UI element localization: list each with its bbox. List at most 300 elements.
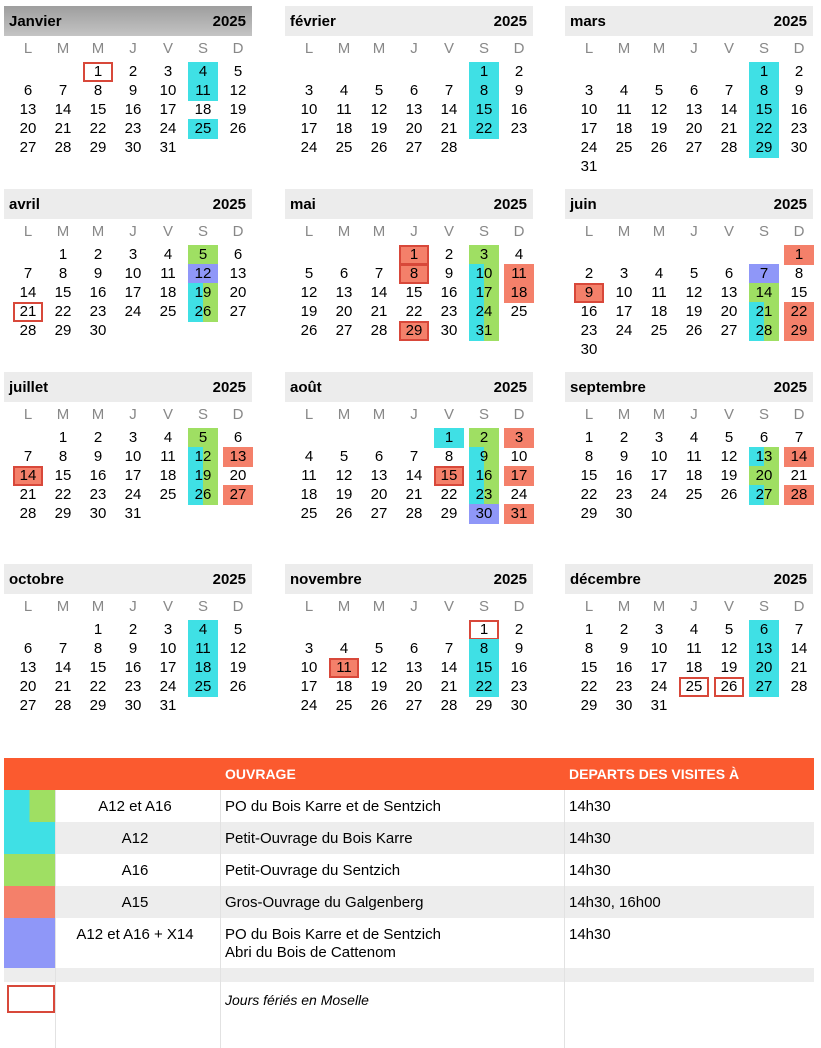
calendar-day: 18 xyxy=(159,467,177,484)
calendar-day: 27 xyxy=(223,485,253,505)
calendar-day: 31 xyxy=(504,504,534,524)
calendar-day: 17 xyxy=(615,303,633,320)
calendar-day: 1 xyxy=(83,62,113,82)
calendar-day: 15 xyxy=(580,659,598,676)
month-year: 2025 xyxy=(773,13,807,30)
weekday-label: M xyxy=(56,40,70,57)
weekday-label: M xyxy=(617,40,631,57)
calendar-day: 9 xyxy=(93,448,103,465)
legend-code: A12 et A16 + X14 xyxy=(76,926,194,943)
calendar-day: 4 xyxy=(339,82,349,99)
weekday-label: M xyxy=(617,406,631,423)
calendar-day: 10 xyxy=(159,82,177,99)
weekday-label: L xyxy=(584,223,594,240)
weekday-label: V xyxy=(443,406,454,423)
calendar-day: 24 xyxy=(469,302,499,322)
weekday-label: M xyxy=(617,598,631,615)
calendar-day: 13 xyxy=(19,101,37,118)
weekday-label: M xyxy=(91,40,105,57)
month-year: 2025 xyxy=(773,196,807,213)
calendar-day: 18 xyxy=(188,658,218,678)
legend-swatch-a15 xyxy=(4,886,55,918)
calendar-day: 30 xyxy=(124,697,142,714)
calendar-day: 13 xyxy=(229,265,247,282)
legend-header xyxy=(4,758,814,790)
weekday-label: J xyxy=(690,223,698,240)
calendar-day: 21 xyxy=(749,302,779,322)
legend-row-x14 xyxy=(4,918,814,969)
calendar-day: 11 xyxy=(686,448,702,465)
calendar-day: 1 xyxy=(434,428,464,448)
calendar-day: 3 xyxy=(584,82,594,99)
calendar-day: 19 xyxy=(370,678,388,695)
calendar-day: 1 xyxy=(469,620,499,640)
weekday-label: S xyxy=(758,223,769,240)
calendar-day: 8 xyxy=(749,81,779,101)
calendar-day: 23 xyxy=(615,678,633,695)
calendar-day: 10 xyxy=(124,448,142,465)
calendar-day: 4 xyxy=(188,62,218,82)
weekday-label: L xyxy=(584,598,594,615)
calendar-day: 14 xyxy=(370,284,388,301)
legend-row-a16 xyxy=(4,854,814,887)
calendar-day: 6 xyxy=(374,448,384,465)
calendar-day: 20 xyxy=(685,120,703,137)
calendar-day: 12 xyxy=(300,284,318,301)
calendar-day: 17 xyxy=(159,101,177,118)
calendar-day: 23 xyxy=(89,303,107,320)
calendar-day: 18 xyxy=(159,284,177,301)
calendar-day: 2 xyxy=(794,63,804,80)
weekday-label: M xyxy=(372,40,386,57)
legend-divider xyxy=(220,790,221,1048)
calendar-day: 20 xyxy=(19,120,37,137)
calendar-day: 14 xyxy=(749,283,779,303)
weekday-label: D xyxy=(513,406,525,423)
calendar-day: 31 xyxy=(159,139,177,156)
calendar-day: 24 xyxy=(300,139,318,156)
calendar-day: 29 xyxy=(784,321,814,341)
calendar-day: 30 xyxy=(615,505,633,522)
legend-header-departs: DEPARTS DES VISITES À xyxy=(569,766,740,782)
calendar-day: 21 xyxy=(19,486,37,503)
calendar-day: 3 xyxy=(654,429,664,446)
weekday-label: M xyxy=(652,598,666,615)
calendar-day: 30 xyxy=(124,139,142,156)
calendar-day: 25 xyxy=(159,486,177,503)
calendar-day: 12 xyxy=(720,448,738,465)
calendar-day: 16 xyxy=(615,659,633,676)
calendar-day: 22 xyxy=(469,677,499,697)
calendar-day: 20 xyxy=(749,658,779,678)
calendar-day: 15 xyxy=(790,284,808,301)
calendar-day: 23 xyxy=(510,678,528,695)
month-février xyxy=(285,6,533,166)
calendar-day: 25 xyxy=(188,119,218,139)
calendar-day: 9 xyxy=(444,265,454,282)
calendar-day: 9 xyxy=(619,640,629,657)
calendar-day: 23 xyxy=(580,322,598,339)
weekday-label: S xyxy=(758,598,769,615)
month-mars xyxy=(565,6,813,175)
calendar-day: 7 xyxy=(23,448,33,465)
calendar-day: 5 xyxy=(233,63,243,80)
calendar-day: 11 xyxy=(651,284,667,301)
calendar-day: 25 xyxy=(685,486,703,503)
calendar-day: 6 xyxy=(724,265,734,282)
weekday-label: D xyxy=(793,598,805,615)
calendar-day: 24 xyxy=(650,486,668,503)
calendar-day: 31 xyxy=(580,158,598,175)
weekday-label: V xyxy=(723,223,734,240)
calendar-day: 4 xyxy=(304,448,314,465)
month-year: 2025 xyxy=(212,13,246,30)
legend-row-holidays xyxy=(4,982,814,1017)
calendar-day: 3 xyxy=(128,246,138,263)
calendar-day: 2 xyxy=(584,265,594,282)
legend-depart: 14h30 xyxy=(569,926,611,943)
legend-code: A12 xyxy=(121,830,149,847)
weekday-label: J xyxy=(410,223,418,240)
legend-ouvrage: PO du Bois Karre et de Sentzich xyxy=(225,798,441,815)
month-header xyxy=(565,372,813,402)
month-header xyxy=(565,189,813,219)
calendar-day: 27 xyxy=(19,697,37,714)
calendar-day: 27 xyxy=(19,139,37,156)
month-header xyxy=(285,564,533,594)
calendar-day: 4 xyxy=(514,246,524,263)
calendar-day: 8 xyxy=(58,265,68,282)
calendar-day: 2 xyxy=(619,621,629,638)
month-year: 2025 xyxy=(212,379,246,396)
calendar-day: 30 xyxy=(510,697,528,714)
weekday-label: M xyxy=(652,406,666,423)
weekday-label: S xyxy=(758,40,769,57)
calendar-day: 11 xyxy=(160,265,176,282)
calendar-day: 16 xyxy=(124,101,142,118)
calendar-day: 30 xyxy=(440,322,458,339)
calendar-day: 10 xyxy=(300,659,318,676)
calendar-day: 13 xyxy=(749,639,779,659)
weekday-label: L xyxy=(584,40,594,57)
legend-ouvrage: Gros-Ouvrage du Galgenberg xyxy=(225,894,424,911)
legend-code: A12 et A16 xyxy=(98,798,172,815)
calendar-day: 3 xyxy=(163,63,173,80)
calendar-day: 17 xyxy=(580,120,598,137)
weekday-label: D xyxy=(232,406,244,423)
calendar-day: 1 xyxy=(584,429,594,446)
calendar-day: 9 xyxy=(128,82,138,99)
legend-row-a15 xyxy=(4,886,814,919)
calendar-day: 31 xyxy=(650,697,668,714)
calendar-day: 12 xyxy=(370,101,388,118)
calendar-day: 6 xyxy=(409,640,419,657)
calendar-day: 2 xyxy=(93,429,103,446)
calendar-day: 15 xyxy=(469,100,499,120)
calendar-day: 10 xyxy=(469,264,499,284)
legend-depart: 14h30 xyxy=(569,830,611,847)
month-juillet xyxy=(4,372,252,532)
legend-depart: 14h30 xyxy=(569,798,611,815)
calendar-day: 7 xyxy=(409,448,419,465)
calendar-day: 28 xyxy=(440,139,458,156)
calendar-day: 13 xyxy=(223,447,253,467)
month-name: décembre xyxy=(570,571,641,588)
weekday-label: M xyxy=(56,406,70,423)
calendar-day: 12 xyxy=(188,447,218,467)
weekday-label: S xyxy=(478,223,489,240)
calendar-day: 16 xyxy=(124,659,142,676)
calendar-day: 3 xyxy=(469,245,499,265)
month-name: juillet xyxy=(9,379,49,396)
calendar-day: 28 xyxy=(784,485,814,505)
calendar-day: 27 xyxy=(335,322,353,339)
calendar-day: 28 xyxy=(54,697,72,714)
calendar-day: 16 xyxy=(510,659,528,676)
calendar-day: 14 xyxy=(19,284,37,301)
month-header xyxy=(4,564,252,594)
calendar-day: 16 xyxy=(469,466,499,486)
legend-swatch-x14 xyxy=(4,918,55,968)
calendar-day: 26 xyxy=(720,486,738,503)
calendar-day: 1 xyxy=(469,62,499,82)
calendar-day: 20 xyxy=(720,303,738,320)
calendar-day: 7 xyxy=(58,82,68,99)
weekday-label: L xyxy=(23,406,33,423)
calendar-day: 13 xyxy=(335,284,353,301)
calendar-day: 3 xyxy=(163,621,173,638)
calendar-day: 7 xyxy=(749,264,779,284)
calendar-day: 21 xyxy=(720,120,738,137)
calendar-day: 30 xyxy=(580,341,598,358)
weekday-label: J xyxy=(410,40,418,57)
calendar-day: 6 xyxy=(409,82,419,99)
calendar-day: 23 xyxy=(440,303,458,320)
calendar-day: 13 xyxy=(720,284,738,301)
calendar-day: 3 xyxy=(504,428,534,448)
legend-depart: 14h30, 16h00 xyxy=(569,894,661,911)
calendar-day: 19 xyxy=(335,486,353,503)
calendar-day: 5 xyxy=(339,448,349,465)
weekday-label: J xyxy=(129,223,137,240)
calendar-day: 22 xyxy=(405,303,423,320)
weekday-label: M xyxy=(337,598,351,615)
legend-depart: 14h30 xyxy=(569,862,611,879)
weekday-label: M xyxy=(372,406,386,423)
calendar-day: 17 xyxy=(124,467,142,484)
calendar-day: 5 xyxy=(654,82,664,99)
calendar-day: 28 xyxy=(749,321,779,341)
calendar-day: 17 xyxy=(159,659,177,676)
calendar-day: 18 xyxy=(335,120,353,137)
calendar-day: 14 xyxy=(54,659,72,676)
calendar-day: 4 xyxy=(188,620,218,640)
legend-row-a12 xyxy=(4,822,814,855)
weekday-label: S xyxy=(197,223,208,240)
month-name: avril xyxy=(9,196,40,213)
calendar-day: 28 xyxy=(405,505,423,522)
calendar-day: 8 xyxy=(584,640,594,657)
weekday-label: S xyxy=(197,40,208,57)
calendar-day: 9 xyxy=(514,82,524,99)
legend-code: A15 xyxy=(121,894,149,911)
calendar-day: 27 xyxy=(405,139,423,156)
weekday-label: V xyxy=(162,406,173,423)
calendar-day: 28 xyxy=(370,322,388,339)
calendar-day: 30 xyxy=(469,504,499,524)
calendar-day: 20 xyxy=(749,466,779,486)
calendar-day: 25 xyxy=(650,322,668,339)
calendar-day: 5 xyxy=(374,640,384,657)
calendar-day: 3 xyxy=(619,265,629,282)
calendar-day: 24 xyxy=(580,139,598,156)
calendar-day: 9 xyxy=(619,448,629,465)
legend-holidays-note: Jours fériés en Moselle xyxy=(225,992,369,1008)
calendar-day: 20 xyxy=(335,303,353,320)
calendar-day: 1 xyxy=(784,245,814,265)
calendar-day: 8 xyxy=(469,639,499,659)
calendar-day: 19 xyxy=(188,283,218,303)
calendar-day: 4 xyxy=(689,429,699,446)
month-avril xyxy=(4,189,252,349)
month-header xyxy=(4,6,252,36)
calendar-day: 18 xyxy=(194,101,212,118)
calendar-day: 28 xyxy=(19,505,37,522)
calendar-day: 29 xyxy=(580,505,598,522)
calendar-day: 26 xyxy=(650,139,668,156)
calendar-day: 15 xyxy=(89,101,107,118)
month-name: mars xyxy=(570,13,606,30)
calendar-day: 6 xyxy=(689,82,699,99)
calendar-day: 27 xyxy=(405,697,423,714)
calendar-day: 15 xyxy=(54,284,72,301)
calendar-day: 23 xyxy=(615,486,633,503)
calendar-day: 22 xyxy=(749,119,779,139)
calendar-day: 29 xyxy=(749,138,779,158)
calendar-day: 19 xyxy=(370,120,388,137)
calendar-day: 10 xyxy=(510,448,528,465)
weekday-label: M xyxy=(652,40,666,57)
calendar-day: 8 xyxy=(794,265,804,282)
calendar-day: 13 xyxy=(685,101,703,118)
month-name: août xyxy=(290,379,322,396)
calendar-day: 3 xyxy=(304,640,314,657)
calendar-day: 7 xyxy=(58,640,68,657)
calendar-day: 19 xyxy=(720,467,738,484)
weekday-label: J xyxy=(129,598,137,615)
calendar-day: 6 xyxy=(23,640,33,657)
calendar-day: 26 xyxy=(229,120,247,137)
month-name: Janvier xyxy=(9,13,62,30)
calendar-day: 1 xyxy=(399,245,429,265)
weekday-label: J xyxy=(410,598,418,615)
calendar-day: 1 xyxy=(58,246,68,263)
calendar-day: 5 xyxy=(724,621,734,638)
calendar-day: 5 xyxy=(689,265,699,282)
calendar-day: 2 xyxy=(128,621,138,638)
weekday-label: L xyxy=(304,40,314,57)
weekday-label: S xyxy=(478,598,489,615)
weekday-label: M xyxy=(372,598,386,615)
weekday-label: V xyxy=(443,598,454,615)
calendar-day: 20 xyxy=(229,467,247,484)
calendar-day: 6 xyxy=(233,429,243,446)
calendar-day: 27 xyxy=(370,505,388,522)
calendar-day: 21 xyxy=(13,302,43,322)
calendar-day: 11 xyxy=(301,467,317,484)
calendar-day: 29 xyxy=(89,697,107,714)
calendar-day: 16 xyxy=(790,101,808,118)
calendar-day: 21 xyxy=(790,659,808,676)
calendar-day: 21 xyxy=(370,303,388,320)
month-header xyxy=(285,6,533,36)
calendar-day: 27 xyxy=(685,139,703,156)
month-year: 2025 xyxy=(773,571,807,588)
calendar-day: 26 xyxy=(335,505,353,522)
calendar-day: 18 xyxy=(335,678,353,695)
calendar-day: 25 xyxy=(188,677,218,697)
calendar-day: 18 xyxy=(504,283,534,303)
calendar-day: 19 xyxy=(650,120,668,137)
calendar-day: 14 xyxy=(440,659,458,676)
month-name: septembre xyxy=(570,379,646,396)
weekday-label: M xyxy=(56,223,70,240)
calendar-day: 7 xyxy=(794,621,804,638)
month-novembre xyxy=(285,564,533,724)
month-year: 2025 xyxy=(773,379,807,396)
calendar-day: 1 xyxy=(749,62,779,82)
calendar-day: 15 xyxy=(405,284,423,301)
calendar-day: 9 xyxy=(514,640,524,657)
calendar-day: 13 xyxy=(749,447,779,467)
calendar-day: 30 xyxy=(89,322,107,339)
calendar-day: 22 xyxy=(440,486,458,503)
calendar-day: 13 xyxy=(370,467,388,484)
month-year: 2025 xyxy=(493,571,527,588)
legend-swatch-a16 xyxy=(4,854,55,886)
calendar-day: 14 xyxy=(54,101,72,118)
calendar-day: 8 xyxy=(58,448,68,465)
legend-ouvrage: Petit-Ouvrage du Sentzich xyxy=(225,862,401,879)
calendar-day: 10 xyxy=(580,101,598,118)
calendar-day: 30 xyxy=(790,139,808,156)
calendar-day: 4 xyxy=(163,429,173,446)
calendar-day: 14 xyxy=(790,640,808,657)
legend-swatch-a12-a16 xyxy=(4,790,55,822)
month-name: février xyxy=(290,13,336,30)
calendar-day: 15 xyxy=(469,658,499,678)
calendar-day: 16 xyxy=(510,101,528,118)
weekday-label: S xyxy=(758,406,769,423)
calendar-day: 17 xyxy=(300,120,318,137)
calendar-day: 30 xyxy=(89,505,107,522)
weekday-label: M xyxy=(652,223,666,240)
calendar-day: 7 xyxy=(794,429,804,446)
month-year: 2025 xyxy=(493,379,527,396)
calendar-day: 18 xyxy=(650,303,668,320)
weekday-label: V xyxy=(723,40,734,57)
calendar-day: 24 xyxy=(615,322,633,339)
calendar-day: 31 xyxy=(469,321,499,341)
calendar-day: 9 xyxy=(574,283,604,303)
calendar-day: 12 xyxy=(229,640,247,657)
calendar-day: 1 xyxy=(93,621,103,638)
calendar-day: 16 xyxy=(580,303,598,320)
month-year: 2025 xyxy=(212,571,246,588)
weekday-label: V xyxy=(723,406,734,423)
calendar-day: 10 xyxy=(615,284,633,301)
calendar-day: 12 xyxy=(720,640,738,657)
